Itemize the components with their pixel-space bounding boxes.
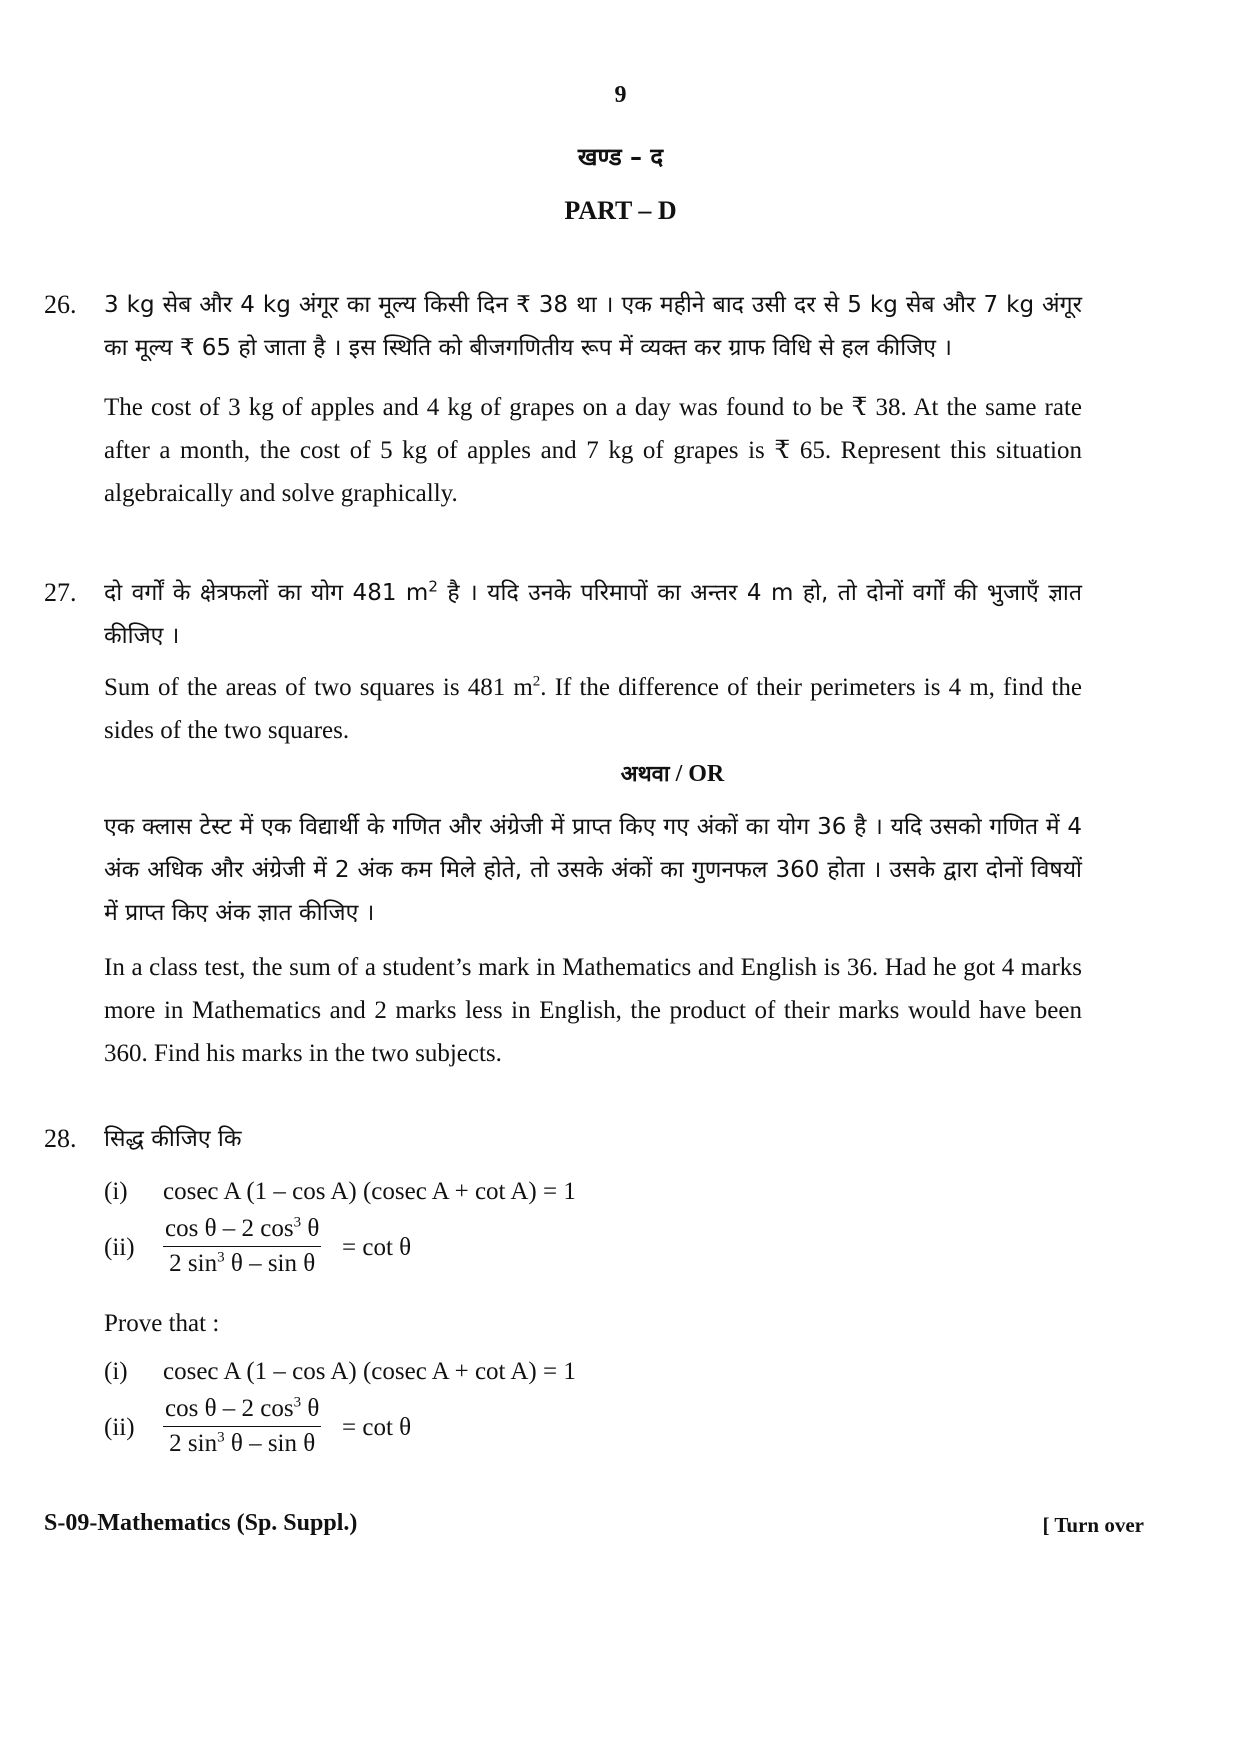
numerator-superscript: 3 — [293, 1214, 302, 1231]
footer-paper-code: S-09-Mathematics (Sp. Suppl.) — [44, 1510, 358, 1536]
q27-hindi-text-b: है । यदि उनके परिमापों का अन्तर 4 m हो, तो दोनों वर्गों की भुजाएँ ज्ञात कीजिए । — [104, 580, 1082, 649]
question-26-english: The cost of 3 kg of apples and 4 kg of grapes on a day was found to be ₹ 38. At the same rate after a month, the cost of 5 kg of apples and 7 kg of grapes is ₹ 65. Represent this situation algebraically and solve graphically. — [104, 394, 1082, 507]
numerator-text-b: θ — [301, 1215, 320, 1242]
fraction-denominator — [163, 1427, 321, 1459]
q28-hi-item-ii-rhs: = cot θ — [342, 1234, 412, 1261]
denominator-text-a: 2 sin — [169, 1250, 218, 1277]
section-title-hindi: खण्ड – द — [577, 143, 664, 171]
denominator-text-b: θ – sin θ — [224, 1250, 316, 1277]
q28-hi-item-i-label: (i) — [104, 1178, 128, 1205]
q27-hindi-superscript: 2 — [428, 577, 438, 596]
denominator-text-a: 2 sin — [169, 1430, 218, 1457]
question-28-intro-hindi: सिद्ध कीजिए कि — [104, 1126, 242, 1152]
question-number-28: 28. — [44, 1124, 77, 1153]
q27-english-superscript: 2 — [532, 673, 541, 690]
q28-en-item-ii-rhs: = cot θ — [342, 1414, 412, 1441]
numerator-superscript: 3 — [293, 1394, 302, 1411]
q28-hi-item-ii-label: (ii) — [104, 1234, 135, 1261]
or-english: OR — [688, 761, 725, 787]
numerator-text-a: cos θ – 2 cos — [165, 1395, 294, 1422]
q28-hi-item-i-text: cosec A (1 – cos A) (cosec A + cot A) = 1 — [163, 1178, 576, 1205]
or-heading — [0, 758, 1241, 788]
or-hindi: अथवा — [620, 762, 670, 787]
question-number-26: 26. — [44, 290, 77, 319]
q28-en-item-i-text: cosec A (1 – cos A) (cosec A + cot A) = 1 — [163, 1358, 576, 1385]
denominator-superscript: 3 — [217, 1429, 225, 1446]
q27-english-text-b: . If the difference of their perimeters is 4 m, find the sides of the two squares. — [104, 674, 1083, 744]
denominator-superscript: 3 — [217, 1249, 225, 1266]
footer-turn-over: [ Turn over — [1042, 1513, 1144, 1537]
fraction-numerator — [163, 1394, 321, 1427]
question-27-alternative-english: In a class test, the sum of a student’s mark in Mathematics and English is 36. Had he got 4 marks more in Mathematics and 2 marks less in English, the product of their marks would have been 360. Find his marks in the two subjects. — [104, 954, 1082, 1067]
q27-english-text-a: Sum of the areas of two squares is 481 m — [104, 674, 533, 701]
question-27-english — [104, 666, 1082, 752]
question-27-alternative-hindi: एक क्लास टेस्ट में एक विद्यार्थी के गणित और अंग्रेजी में प्राप्त किए गए अंकों का योग 36 है । यदि उसको गणित में 4 अंक अधिक और अंग्रेजी में 2 अंक कम मिले होते, तो उसके अंकों का गुणनफल 360 होता । उसके द्वारा दोनों विषयों में प्राप्त किए अंक ज्ञात कीजिए । — [104, 814, 1082, 926]
q28-hi-item-ii-fraction — [163, 1214, 321, 1279]
numerator-text-b: θ — [301, 1395, 320, 1422]
page-number: 9 — [614, 82, 627, 108]
question-27-hindi — [104, 572, 1082, 658]
q28-en-item-ii-label: (ii) — [104, 1414, 135, 1441]
fraction-denominator — [163, 1247, 321, 1279]
or-separator: / — [669, 761, 689, 787]
numerator-text-a: cos θ – 2 cos — [165, 1215, 294, 1242]
fraction-numerator — [163, 1214, 321, 1247]
q27-hindi-text-a: दो वर्गों के क्षेत्रफलों का योग 481 m — [104, 580, 429, 606]
section-title-english: PART – D — [564, 196, 677, 225]
q28-en-item-ii-fraction — [163, 1394, 321, 1459]
question-26-hindi: 3 kg सेब और 4 kg अंगूर का मूल्य किसी दिन ₹ 38 था । एक महीने बाद उसी दर से 5 kg सेब और 7 kg अंगूर का मूल्य ₹ 65 हो जाता है । इस स्थिति को बीजगणितीय रूप में व्यक्त कर ग्राफ विधि से हल कीजिए । — [104, 292, 1082, 361]
question-number-27: 27. — [44, 578, 77, 607]
question-28-intro-english: Prove that : — [104, 1310, 220, 1337]
denominator-text-b: θ – sin θ — [224, 1430, 316, 1457]
q28-en-item-i-label: (i) — [104, 1358, 128, 1385]
